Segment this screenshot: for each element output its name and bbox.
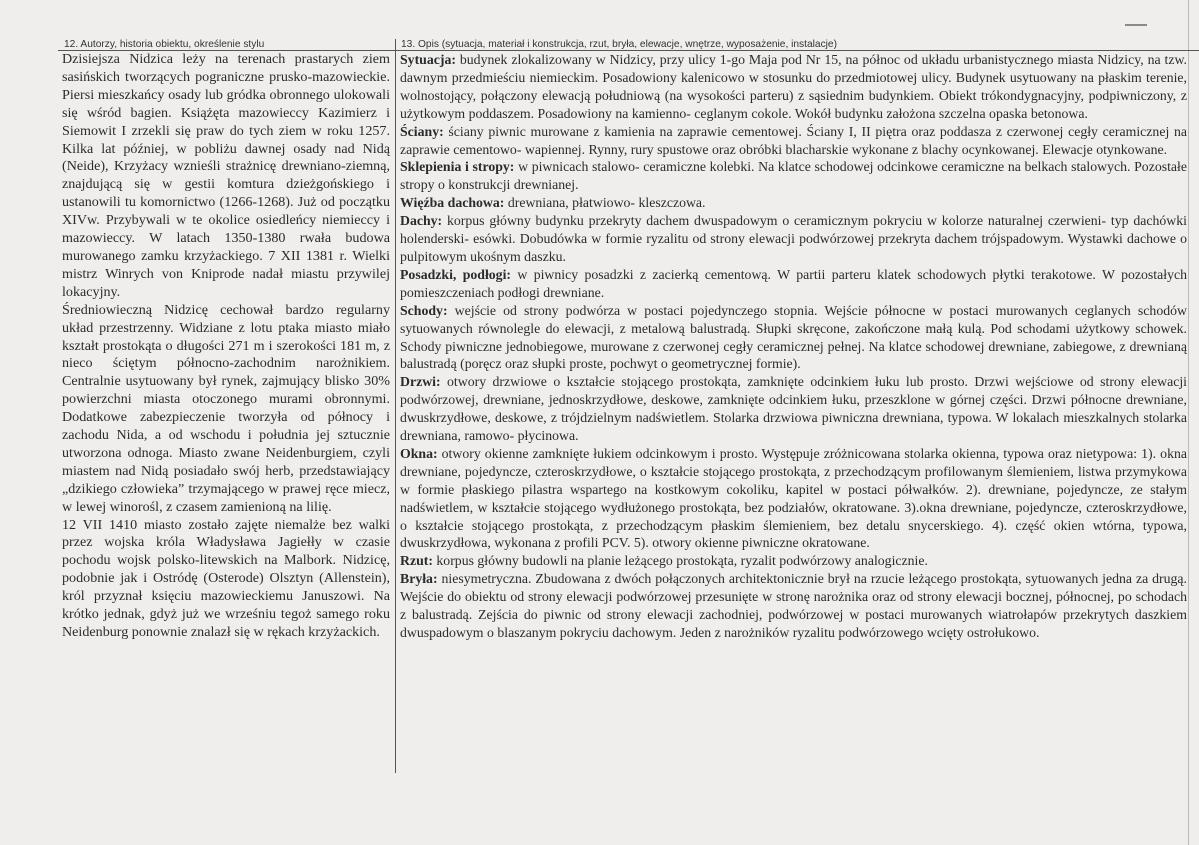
section-text: drewniana, płatwiowo- kleszczowa.: [504, 195, 706, 211]
description-sklepienia: [400, 158, 1187, 194]
description-schody: [400, 302, 1187, 374]
section-label: Sklepienia i stropy:: [400, 159, 515, 175]
description-column: [400, 51, 1187, 642]
description-dachy: [400, 212, 1187, 266]
section-text: w piwnicy posadzki z zacierką cementową. W partii parteru klatek schodowych płytki terakotowe. W pozostałych pomieszczeniach podłogi drewniane.: [400, 266, 1187, 300]
section-label: Dachy:: [400, 213, 443, 229]
section-label: Ściany:: [400, 123, 444, 139]
section-text: w piwnicach stalowo- ceramiczne kolebki. Na klatce schodowej odcinkowe ceramiczne na belkach stalowych. Pozostałe stropy o konstrukcji drewnianej.: [400, 159, 1187, 193]
section-label: Bryła:: [400, 571, 438, 587]
scan-mark: [1125, 24, 1147, 26]
description-bryla: [400, 570, 1187, 642]
history-paragraph: Dzisiejsza Nidzica leży na terenach prastarych ziem sasińskich tworzących pograniczne prusko-mazowieckie. Piersi mieszkańcy osady lub gródka obronnego ulokowali się wśród bagien. Książęta mazowieccy Kazimierz i Siemowit I zrzekli się praw do tych ziem w roku 1257. Kilka lat później, w pobliżu dawnej osady nad Nidą (Neide), Krzyżacy wznieśli strażnicę drewniano-ziemną, znajdującą się w gestii komtura dzieżgońskiego i ustanowili tu komornictwo (1266-1268). Już od początku XIVw. Przybywali w te okolice osiedleńcy niemieccy i mazowieccy. W latach 1350-1380 rwała budowa murowanego zamku krzyżackiego. 7 XII 1381 r. Wielki mistrz Winrych von Kniprode nadał miastu przywilej lokacyjny.: [62, 51, 390, 300]
description-posadzki: [400, 266, 1187, 302]
section-text: korpus główny budynku przekryty dachem dwuspadowym o ceramicznym pokryciu w kolorze naturalnej czerwieni- typ dachówki holenderski- esówki. Dobudówka w formie ryzalitu od strony elewacji podwórzowej przekryta dachem trójspadowym. Wystawki dachowe o pulpitowym ukośnym daszku.: [400, 213, 1187, 264]
column-divider: [395, 39, 396, 773]
history-paragraph: Średniowieczną Nidzicę cechował bardzo regularny układ przestrzenny. Widziane z lotu ptaka miasto miało kształt prostokąta o długości 271 m i szerokości 181 m, z nieco ściętym północno-zachodnim narożnikiem. Centralnie usytuowany był rynek, zajmujący blisko 30% powierzchni miasta otoczonego murami obronnymi. Dodatkowe zabezpieczenie tworzyła od północy i zachodu Nida, a od wschodu i południa jej sztucznie utworzona odnoga. Miasto zwane Neidenburgiem, czyli miastem nad Nidą posiadało swój herb, przedstawiający „dzikiego człowieka” trzymającego w prawej ręce miecz, w lewej winorośl, z czasem zamienioną na lilię.: [62, 301, 390, 515]
section-text: otwory drzwiowe o kształcie stojącego prostokąta, zamknięte odcinkiem łuku lub prosto. Drzwi wejściowe od strony elewacji podwórzowej, drewniane, jednoskrzydłowe, deskowe, zamknięte odcinkiem łuku, przeszklone w górnej części. Drzwi północne drewniane, dwuskrzydłowe, deskowe, z trójdzielnym nadświetlem. Stolarka drzwiowa piwniczna drewniana, typowa. W lokalach mieszkalnych stolarka drewniana, ramowo- płycinowa.: [400, 374, 1187, 444]
section-label: Drzwi:: [400, 374, 441, 390]
section-text: wejście od strony podwórza w postaci pojedynczego stopnia. Wejście północne w postaci murowanych ceglanych schodów sytuowanych równolegle do elewacji, z metalową balustradą. Słupki skręcone, zakończone małą kulą. Pod schodami użytkowy schowek. Schody piwniczne jednobiegowe, murowane z czerwonej cegły ceramicznej pełnej. Na klatce schodowej drewniane, zabiegowe, z drewnianą balustradą (poręcz oraz słupki proste, pochwyt o geometrycznej formie).: [400, 302, 1187, 372]
section-label: Schody:: [400, 302, 448, 318]
section-13-header: 13. Opis (sytuacja, materiał i konstrukcja, rzut, bryła, elewacje, wnętrze, wyposażenie, instalacje): [401, 39, 837, 50]
section-label: Rzut:: [400, 553, 433, 569]
history-paragraph: 12 VII 1410 miasto zostało zajęte niemalże bez walki przez wojska króla Władysława Jagiełły w czasie pochodu wojsk polsko-litewskich na Malbork. Nidzicę, podobnie jak i Ostródę (Osterode) Olsztyn (Allenstein), król przyznał księciu mazowieckiemu Januszowi. Na krótko jednak, gdyż już we wrześniu tegoż samego roku Neidenburg ponownie znalazł się w rękach krzyżackich.: [62, 516, 390, 640]
description-sciany: [400, 123, 1187, 159]
description-okna: [400, 445, 1187, 552]
page-edge-line: [1188, 0, 1189, 845]
section-label: Więźba dachowa:: [400, 195, 505, 211]
history-column: [62, 51, 390, 642]
section-label: Okna:: [400, 445, 438, 461]
description-rzut: [400, 552, 1187, 570]
description-drzwi: [400, 373, 1187, 445]
section-12-header: 12. Autorzy, historia obiektu, określenie stylu: [64, 39, 265, 50]
section-text: budynek zlokalizowany w Nidzicy, przy ulicy 1-go Maja pod Nr 15, na północ od układu urbanistycznego miasta Nidzicy, na tzw. dawnym przedmieściu niemieckim. Posadowiony kalenicowo w stosunku do przedmiotowej ulicy. Budynek usytuowany na płaskim terenie, wolnostojący, połączony elewacją południową (na wysokości parteru) z sąsiednim budynkiem. Obiekt trókondygnacyjny, podpiwniczony, z użytkowym poddaszem. Posadowiony na kamienno- ceglanym cokole. Wokół budynku założona szczelna opaska betonowa.: [400, 52, 1187, 121]
section-text: ściany piwnic murowane z kamienia na zaprawie cementowej. Ściany I, II piętra oraz poddasza z czerwonej cegły ceramicznej na zaprawie cementowo- wapiennej. Rynny, rury spustowe oraz obróbki blacharskie wykonane z blachy ocynkowanej. Elewacje otynkowane.: [400, 123, 1187, 157]
section-label: Sytuacja:: [400, 52, 456, 67]
section-text: niesymetryczna. Zbudowana z dwóch połączonych architektonicznie brył na rzucie leżącego prostokąta, sytuowanych jedna za drugą. Wejście do obiektu od strony elewacji podwórzowej przesunięte w stronę narożnika oraz od strony elewacji bocznej, północnej, po schodach z balustradą. Zejścia do piwnic od strony elewacji zachodniej, podwórzowej w postaci murowanych wiatrołapów przekrytych daszkiem dwuspadowym o blaszanym pokryciu dachowym. Jeden z narożników ryzalitu podwórzowego wcięty ostrołukowo.: [400, 571, 1187, 640]
description-sytuacja: [400, 51, 1187, 123]
description-wiezba: [400, 194, 1187, 212]
section-label: Posadzki, podłogi:: [400, 266, 512, 282]
section-text: otwory okienne zamknięte łukiem odcinkowym i prosto. Występuje zróżnicowana stolarka okienna, typowa oraz nietypowa: 1). okna drewniane, pojedyncze, czteroskrzydłowe, o kształcie stojącego prostokąta, z przechodzącym profilowanym ślemieniem, listwa przymykowa w formie płaskiego pilastra wspartego na kostkowym cokoliku, kapitel w postaci półwałków. 2). drewniane, pojedyncze, ze stałym nadświetlem, w kształcie stojącego wydłużonego prostokąta, bez podziałów, okratowane. 3).okna drewniane, pojedyncze, czteroskrzydłowe, o kształcie stojącego prostokąta, z przechodzącym płaskim ślemieniem, bez detalu snycerskiego. 4). część okien wtórna, typowa, dwuskrzydłowa, wykonana z profili PCV. 5). otwory okienne piwniczne okratowane.: [400, 445, 1187, 551]
section-text: korpus główny budowli na planie leżącego prostokąta, ryzalit podwórzowy analogicznie.: [432, 553, 928, 569]
